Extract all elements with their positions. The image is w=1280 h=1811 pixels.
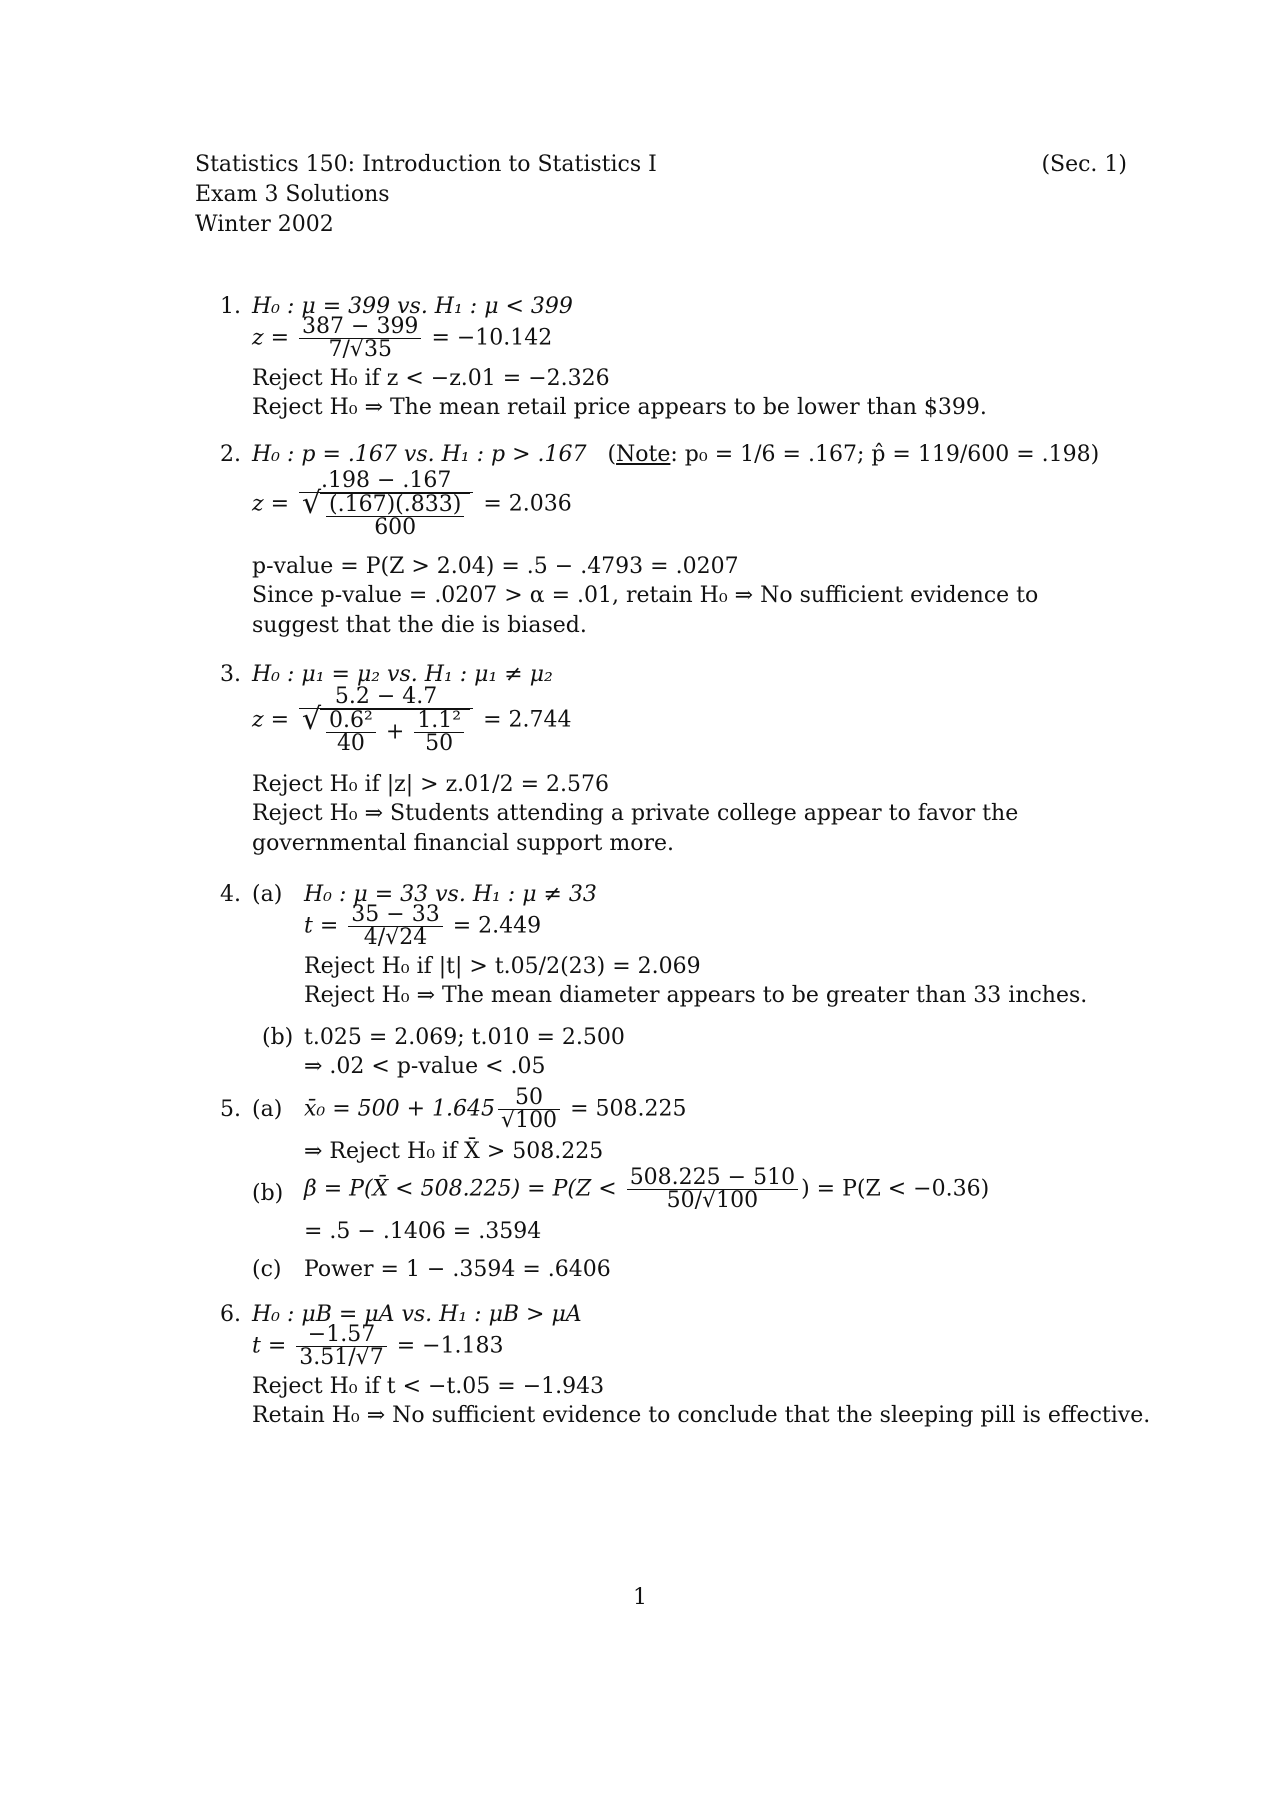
page-number: 1 bbox=[633, 1585, 647, 1610]
hypotheses: H₀ : p = .167 vs. H₁ : p > .167 bbox=[252, 442, 587, 467]
problem-number: 3. bbox=[220, 662, 241, 687]
variance-fraction bbox=[326, 494, 464, 539]
se-denominator: √100 bbox=[501, 1108, 558, 1133]
rejection-rule: Reject H₀ if |z| > z.01/2 = 2.576 bbox=[252, 772, 609, 797]
se-numerator: 50 bbox=[498, 1087, 560, 1110]
stat-lhs: z = bbox=[252, 707, 290, 733]
hypotheses: H₀ : μ = 399 vs. H₁ : μ < 399 bbox=[252, 294, 573, 319]
hypotheses: H₀ : μB = μA vs. H₁ : μB > μA bbox=[252, 1302, 582, 1327]
part-c-label: (c) bbox=[252, 1257, 282, 1282]
part-b-result: = .5 − .1406 = .3594 bbox=[304, 1219, 542, 1244]
part-b-label: (b) bbox=[252, 1181, 284, 1206]
conclusion: Retain H₀ ⇒ No sufficient evidence to conclude that the sleeping pill is effective. bbox=[252, 1403, 1151, 1428]
stat-fraction bbox=[296, 1324, 386, 1369]
stat-fraction bbox=[299, 316, 421, 361]
variance-term-1 bbox=[326, 710, 376, 755]
stat-denominator: 3.51/√7 bbox=[299, 1345, 384, 1370]
stat-denominator: 4/√24 bbox=[363, 925, 428, 950]
variance-term-2 bbox=[414, 710, 464, 755]
beta-numerator: 508.225 − 510 bbox=[627, 1167, 798, 1190]
term1-numerator: 0.6² bbox=[326, 710, 376, 733]
stat-numerator: 5.2 − 4.7 bbox=[299, 686, 473, 709]
stat-denominator bbox=[299, 486, 473, 540]
problem-number: 5. bbox=[220, 1097, 241, 1122]
conclusion: Since p-value = .0207 > α = .01, retain H₀ ⇒ No sufficient evidence to suggest that the die is biased. bbox=[252, 583, 1039, 638]
part-a-rule: Reject H₀ if |t| > t.05/2(23) = 2.069 bbox=[304, 954, 701, 979]
stat-denominator bbox=[299, 702, 473, 756]
part-a-conclusion: Reject H₀ ⇒ The mean diameter appears to be greater than 33 inches. bbox=[304, 983, 1088, 1008]
beta-fraction bbox=[627, 1167, 798, 1212]
variance-numerator: (.167)(.833) bbox=[326, 494, 464, 517]
problem-number: 1. bbox=[220, 294, 241, 319]
stat-lhs: z = bbox=[252, 325, 290, 351]
beta-rhs: ) = P(Z < −0.36) bbox=[801, 1176, 990, 1202]
stat-fraction bbox=[348, 904, 442, 949]
part-c-power: Power = 1 − .3594 = .6406 bbox=[304, 1257, 611, 1282]
hypotheses: H₀ : μ₁ = μ₂ vs. H₁ : μ₁ ≠ μ₂ bbox=[252, 662, 553, 687]
part-a-critical-value bbox=[304, 1087, 686, 1132]
problem-number: 4. bbox=[220, 882, 241, 907]
sqrt: √ $\frac{\text{0.6²}}{40}$ + $\frac{\text{1.1²}}{50}$ bbox=[302, 709, 470, 755]
stat-fraction bbox=[299, 686, 473, 755]
sqrt: √ $\frac{(.167)(.833)}{600}$ bbox=[302, 493, 470, 539]
se-fraction bbox=[498, 1087, 560, 1132]
stat-lhs: z = bbox=[252, 491, 290, 517]
critical-rhs: = 508.225 bbox=[570, 1096, 687, 1122]
problem-number: 2. bbox=[220, 442, 241, 467]
part-b-critical-values: t.025 = 2.069; t.010 = 2.500 bbox=[304, 1025, 625, 1050]
beta-denominator: 50/√100 bbox=[666, 1188, 759, 1213]
part-a-rule: ⇒ Reject H₀ if X̄ > 508.225 bbox=[304, 1139, 604, 1164]
stat-rhs: = −10.142 bbox=[431, 325, 553, 351]
stat-lhs: t = bbox=[304, 913, 339, 939]
test-statistic bbox=[252, 316, 552, 361]
stat-numerator: 387 − 399 bbox=[299, 316, 421, 339]
term1-denominator: 40 bbox=[336, 731, 365, 756]
exam-title: Exam 3 Solutions bbox=[195, 182, 390, 207]
stat-fraction bbox=[299, 470, 473, 539]
stat-numerator: −1.57 bbox=[296, 1324, 386, 1347]
term-label: Winter 2002 bbox=[195, 212, 334, 237]
test-statistic bbox=[252, 470, 572, 539]
rejection-rule: Reject H₀ if z < −z.01 = −2.326 bbox=[252, 366, 610, 391]
stat-numerator: .198 − .167 bbox=[299, 470, 473, 493]
conclusion: Reject H₀ ⇒ Students attending a private college appear to favor the governmental financial support more. bbox=[252, 801, 1019, 856]
problem-number: 6. bbox=[220, 1302, 241, 1327]
stat-lhs: t = bbox=[252, 1333, 287, 1359]
stat-rhs: = 2.449 bbox=[452, 913, 542, 939]
stat-numerator: 35 − 33 bbox=[348, 904, 442, 927]
note-text: : p₀ = 1/6 = .167; p̂ = 119/600 = .198) bbox=[670, 442, 1100, 467]
term2-denominator: 50 bbox=[425, 731, 454, 756]
p-value: p-value = P(Z > 2.04) = .5 − .4793 = .0207 bbox=[252, 554, 739, 579]
term2-numerator: 1.1² bbox=[414, 710, 464, 733]
test-statistic bbox=[252, 686, 572, 755]
course-title: Statistics 150: Introduction to Statistics I bbox=[195, 152, 657, 177]
part-a-label: (a) bbox=[252, 1097, 283, 1122]
part-a-test-statistic bbox=[304, 904, 541, 949]
variance-denominator: 600 bbox=[374, 515, 417, 540]
note-label: Note bbox=[616, 442, 671, 467]
hypotheses-with-note: H₀ : p = .167 vs. H₁ : p > .167 (Note: p₀ = 1/6 = .167; p̂ = 119/600 = .198) bbox=[252, 442, 1100, 467]
part-a-hypotheses: H₀ : μ = 33 vs. H₁ : μ ≠ 33 bbox=[304, 882, 597, 907]
part-b-label: (b) bbox=[262, 1025, 294, 1050]
section-label: (Sec. 1) bbox=[1041, 152, 1127, 177]
stat-rhs: = −1.183 bbox=[396, 1333, 504, 1359]
part-b-p-value-range: ⇒ .02 < p-value < .05 bbox=[304, 1054, 546, 1079]
part-a-label: (a) bbox=[252, 882, 283, 907]
rejection-rule: Reject H₀ if t < −t.05 = −1.943 bbox=[252, 1374, 605, 1399]
stat-rhs: = 2.036 bbox=[483, 491, 572, 517]
beta-lhs: β = P(X̄ < 508.225) = P(Z < bbox=[304, 1176, 617, 1202]
critical-lhs: x̄₀ = 500 + 1.645 bbox=[304, 1096, 496, 1122]
conclusion: Reject H₀ ⇒ The mean retail price appears to be lower than $399. bbox=[252, 395, 987, 420]
stat-denominator: 7/√35 bbox=[328, 337, 392, 362]
part-b-beta bbox=[304, 1167, 989, 1212]
stat-rhs: = 2.744 bbox=[483, 707, 572, 733]
test-statistic bbox=[252, 1324, 504, 1369]
